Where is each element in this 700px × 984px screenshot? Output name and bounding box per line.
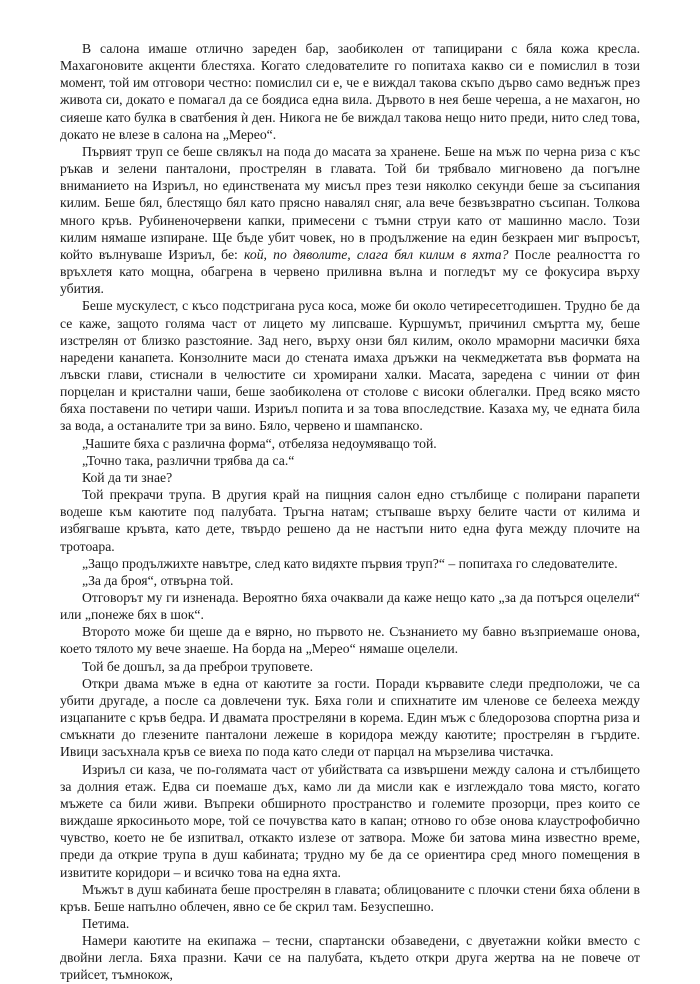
paragraph: [60, 143, 640, 297]
paragraph: Изриъл си каза, че по-голямата част от убийствата са извършени между салона и стълбището за долния етаж. Едва си поемаше дъх, камо ли да мисли как е изглеждало това място, когато мъжете са били живи. Въпреки обширното пространство и големите прозорци, през които се виждаше яркосиньото море, той се почувства като в капан; отново го обзе онова клаустрофобично чувство, което не бе изпитвал, откакто излезе от затвора. Може би затова мина известно време, преди да открие трупа в душ кабината; трудно му бе да се ориентира сред много помещения в извитите коридори – и всичко това на една яхта.: [60, 761, 640, 880]
paragraph: Той бе дошъл, за да преброи труповете.: [82, 658, 314, 674]
paragraph: Беше мускулест, с късо подстригана руса коса, може би около четиресетгодишен. Трудно бе да се каже, защото голяма част от лицето му липсваше. Куршумът, причинил смъртта му, беше изстрелян от близко разстояние. Зад него, върху онзи бял килим, около мраморни масички бяха наредени канапета. Конзолните маси до стената имаха дръжки на чекмеджетата във формата на лъвски глави, стиснали в челюстите си хромирани халки. Масата, заредена с чинии от фин порцелан и кристални чаши, беше заобиколена от столове с високи облегалки. Пред всяко място бяха поставени по четири чаши. Изриъл попита и за това впоследствие. Казаха му, че едната била за вода, а останалите три за вино. Бяло, червено и шампанско.: [60, 298, 640, 434]
paragraph-italic-text: кой, по дяволите, слага бял килим в яхта?: [243, 246, 509, 262]
paragraph: „Точно така, различни трябва да са.“: [82, 452, 295, 468]
paragraph: В салона имаше отлично зареден бар, заобиколен от тапицирани с бяла кожа кресла. Махагоновите акценти блестяха. Когато следователите го попитаха какво си е помислил в този момент, той им отговори честно: помислил си е, че е виждал такова скъпо дърво само веднъж през живота си, докато е помагал да се боядиса една вила. Дървото в нея беше череша, а не махагон, но сияеше като булка в сватбения ѝ ден. Никога не бе виждал такова нещо нито преди, нито след това, докато не влезе в салона на „Мерео“.: [60, 41, 640, 142]
paragraph: Мъжът в душ кабината беше прострелян в главата; облицованите с плочки стени бяха облени в кръв. Беше напълно облечен, явно се бе скрил там. Безуспешно.: [60, 881, 640, 914]
paragraph: Второто може би щеше да е вярно, но първото не. Съзнанието му бавно възприемаше онова, което тялото му вече знаеше. На борда на „Мерео“ нямаше оцелели.: [60, 624, 640, 657]
paragraph: Откри двама мъже в една от каютите за гости. Поради кървавите следи предположи, че са убити другаде, а после са довлечени тук. Бяха голи и спихнатите им членове се белееха между изцапаните с кръв бедра. И двамата простреляни в корема. Един мъж с бледорозова спортна риза и смъкнати до глезените панталони лежеше в коридора между каютите; прострелян в гърдите. Ивици засъхнала кръв се виеха по пода като следи от парцал на мързелива чистачка.: [60, 675, 640, 760]
paragraph: „Чашите бяха с различна форма“, отбеляза недоумяващо той.: [82, 435, 437, 451]
paragraph: Той прекрачи трупа. В другия край на пищния салон едно стълбище с полирани парапети водеше към каютите под палубата. Тръгна натам; стъпваше върху белите части от килима и избягваше кръвта, като дете, твърдо решено да не настъпи нито една фуга между плочите на тротоара.: [60, 487, 640, 554]
paragraph: „За да броя“, отвърна той.: [82, 572, 234, 588]
paragraph: Кой да ти знае?: [82, 469, 173, 485]
paragraph: Намери каютите на екипажа – тесни, спартански обзаведени, с двуетажни койки вместо с двойни легла. Бяха празни. Качи се на палубата, където откри друга жертва на не повече от трийсет, тъмнокож,: [60, 933, 640, 983]
paragraph: Отговорът му ги изненада. Вероятно бяха очаквали да каже нещо като „за да потърся оцелели“ или „понеже бях в шок“.: [60, 590, 640, 623]
paragraph: „Защо продължихте навътре, след като видяхте първия труп?“ – попитаха го следователите.: [82, 555, 618, 571]
paragraph-text-tail: После реалността го връхлетя като мощна, обагрена в червено приливна вълна и погледът му се фокусира върху убития.: [60, 246, 640, 297]
paragraph-text: Първият труп се беше свлякъл на пода до масата за хранене. Беше на мъж по черна риза с къс ръкав и зелени панталони, прострелян в главата. Той би трябвало мигновено да погълне вниманието на Изриъл, но единствената му мисъл през тези няколко секунди беше за съсипания килим. Беше бял, блестящо бял като прясно навалял сняг, ала вече безвъзвратно съсипан. Толкова много кръв. Рубиненочервени капки, примесени с тъмни струи като от машинно масло. Този килим нямаше изпиране. Ще бъде убит човек, но в продължение на един безкраен миг въпросът, който вълнуваше Изриъл, бе:: [60, 143, 640, 262]
paragraph: Петима.: [82, 915, 130, 931]
